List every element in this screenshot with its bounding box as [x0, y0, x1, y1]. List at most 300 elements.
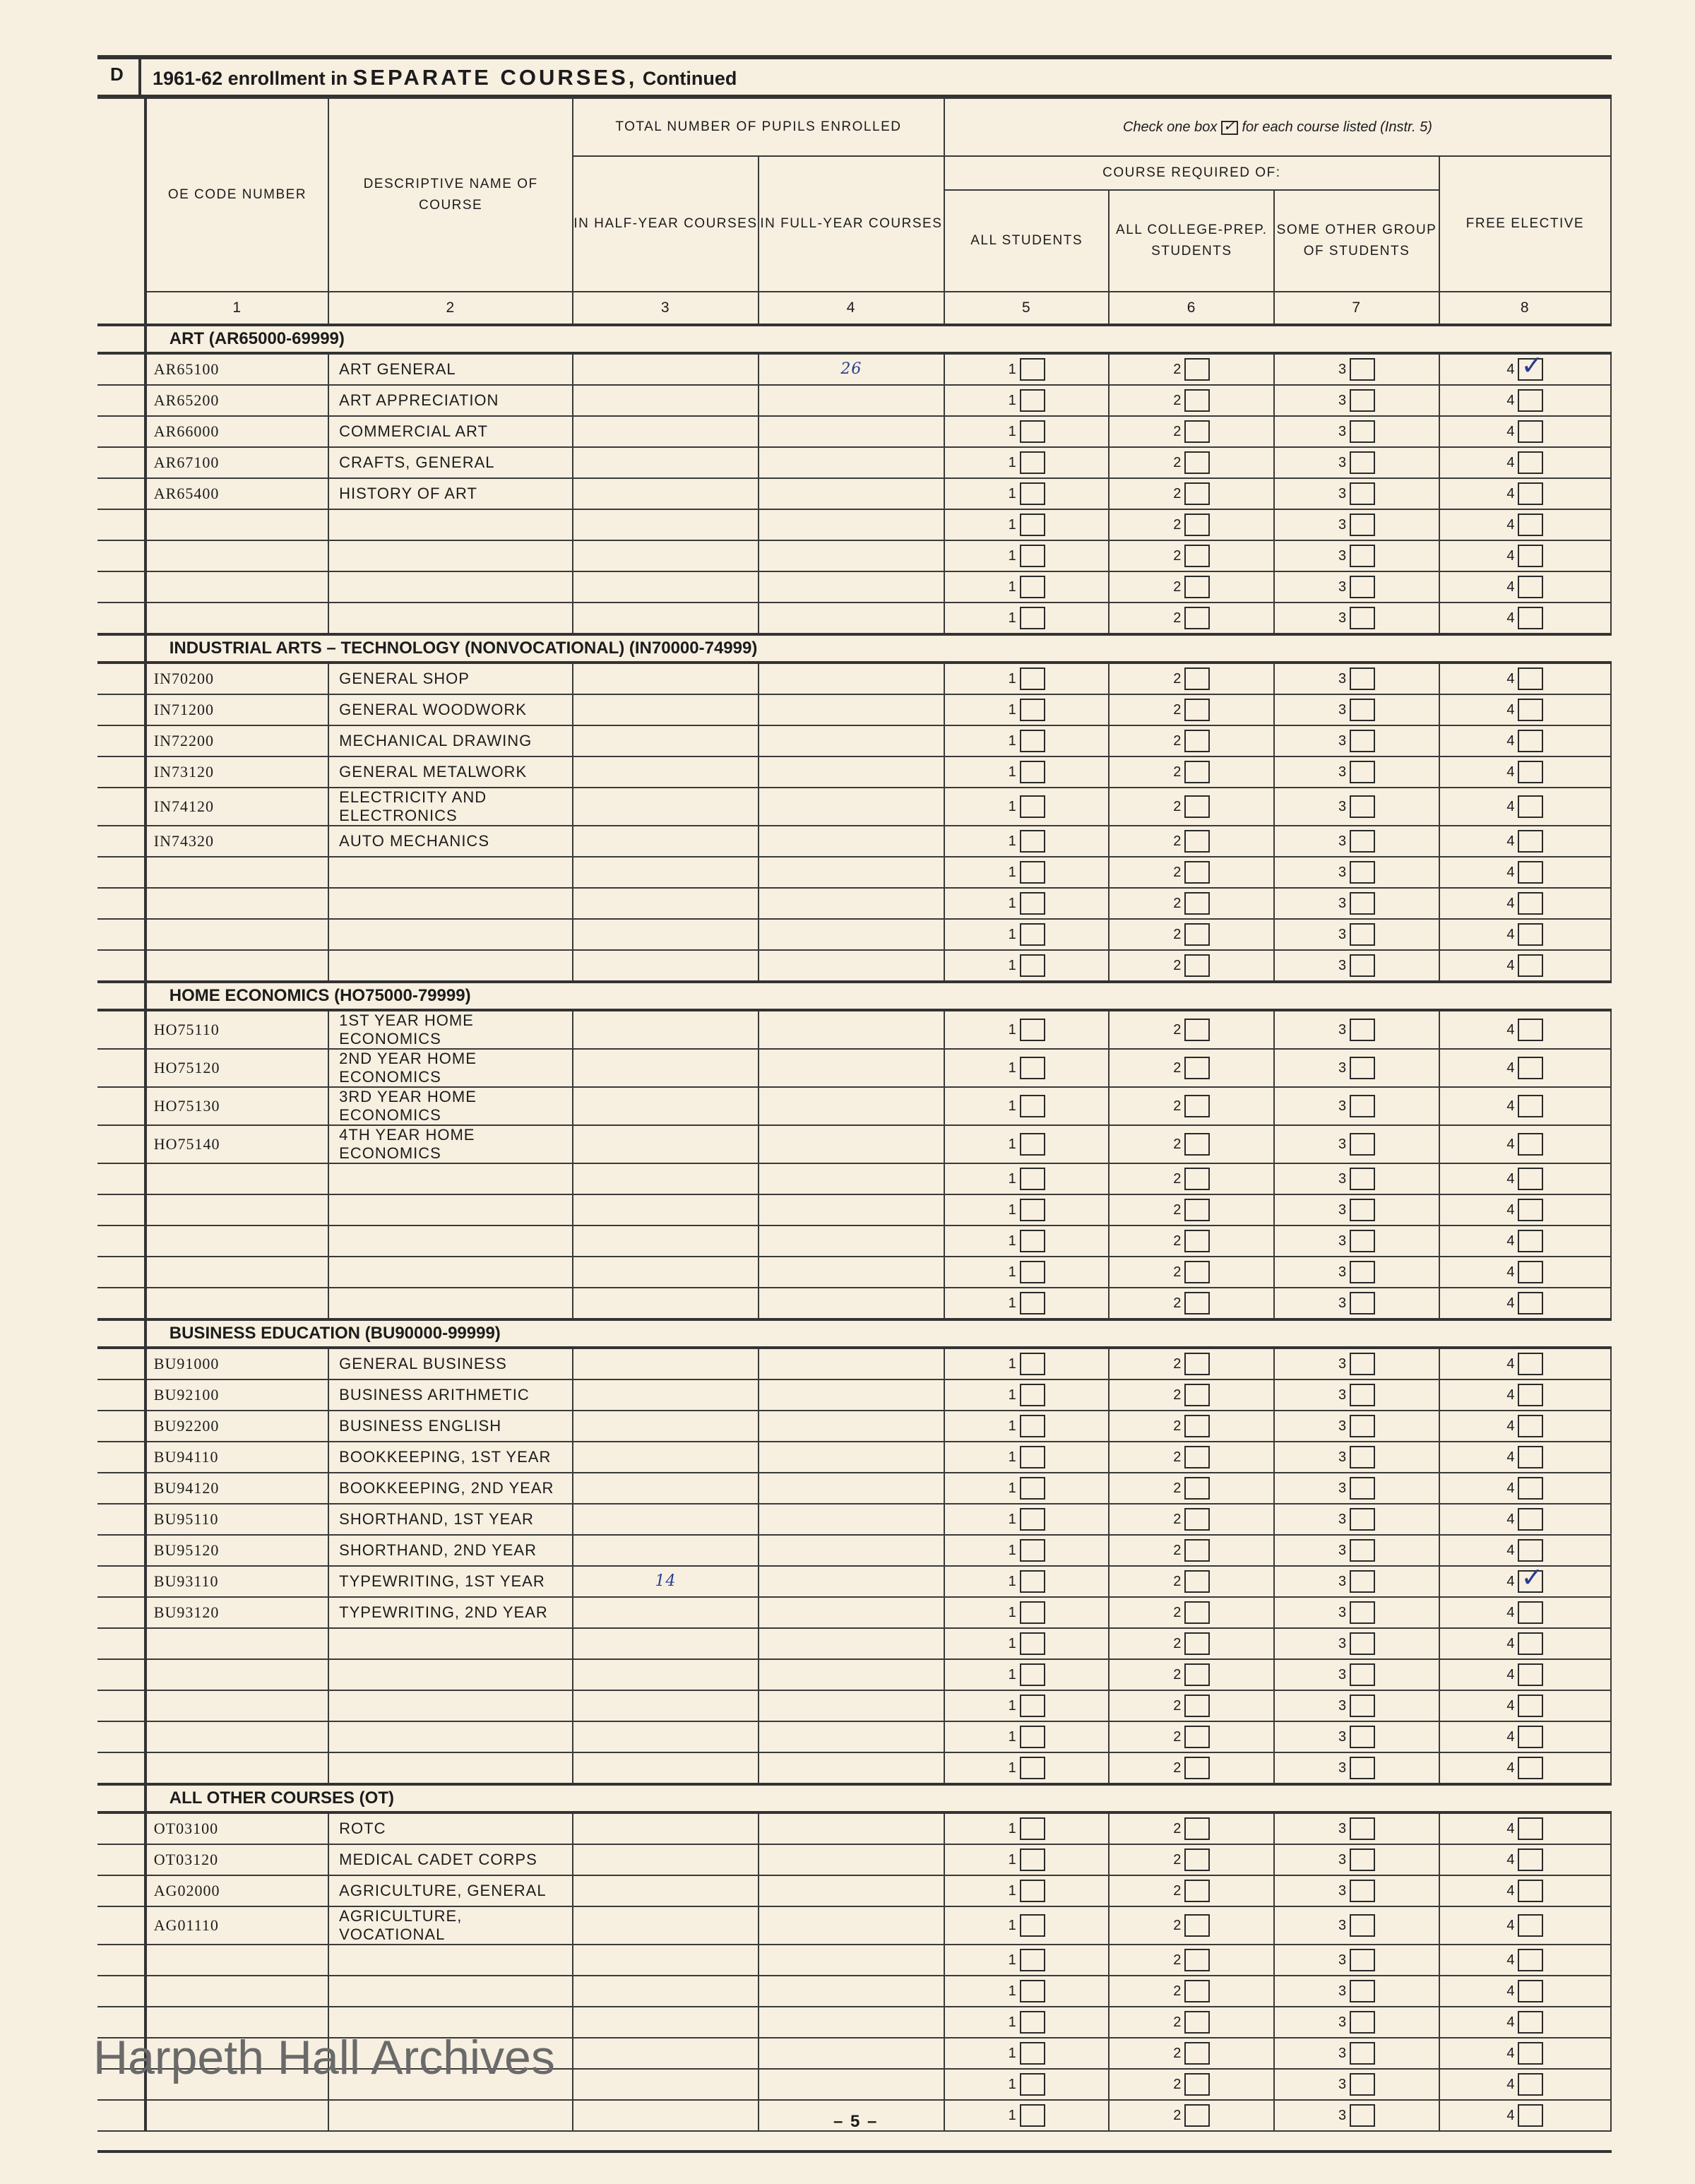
checkbox[interactable]	[1518, 1817, 1543, 1840]
course-name[interactable]	[328, 1225, 573, 1257]
checkbox[interactable]	[1184, 1019, 1210, 1041]
checkbox[interactable]	[1184, 923, 1210, 946]
checkbox[interactable]	[1184, 699, 1210, 721]
half-year-count[interactable]	[573, 1194, 759, 1225]
course-name[interactable]	[328, 1288, 573, 1319]
checkbox[interactable]	[1020, 861, 1045, 884]
half-year-count[interactable]	[573, 1288, 759, 1319]
checkbox[interactable]	[1184, 1353, 1210, 1375]
checkbox[interactable]	[1184, 1384, 1210, 1406]
half-year-count[interactable]	[573, 950, 759, 982]
checkbox[interactable]	[1518, 1477, 1543, 1500]
checkbox[interactable]	[1350, 576, 1375, 598]
checkbox[interactable]	[1184, 420, 1210, 443]
half-year-count[interactable]	[573, 756, 759, 788]
checkbox[interactable]	[1020, 830, 1045, 853]
checkbox[interactable]	[1350, 1168, 1375, 1190]
checkbox[interactable]	[1184, 1817, 1210, 1840]
full-year-count[interactable]	[759, 1288, 944, 1319]
half-year-count[interactable]	[573, 1504, 759, 1535]
checkbox[interactable]	[1350, 1230, 1375, 1252]
checkbox[interactable]	[1020, 1570, 1045, 1593]
checkbox[interactable]	[1184, 1168, 1210, 1190]
checkbox[interactable]	[1350, 1980, 1375, 2002]
checkbox[interactable]	[1518, 1353, 1543, 1375]
checkbox[interactable]	[1518, 1663, 1543, 1686]
full-year-count[interactable]	[759, 826, 944, 857]
checkbox[interactable]	[1518, 482, 1543, 505]
half-year-count[interactable]	[573, 385, 759, 416]
course-name[interactable]	[328, 1163, 573, 1194]
checkbox[interactable]	[1350, 1570, 1375, 1593]
checkbox[interactable]	[1020, 1384, 1045, 1406]
course-code[interactable]	[145, 1752, 328, 1784]
checkbox[interactable]	[1020, 1230, 1045, 1252]
checkbox[interactable]	[1350, 1261, 1375, 1283]
checkbox[interactable]	[1184, 2011, 1210, 2034]
course-code[interactable]	[145, 1163, 328, 1194]
full-year-count[interactable]	[759, 950, 944, 982]
checkbox[interactable]	[1020, 923, 1045, 946]
checkbox[interactable]	[1020, 730, 1045, 752]
full-year-count[interactable]	[759, 2069, 944, 2100]
checkbox[interactable]	[1350, 1914, 1375, 1937]
checkbox[interactable]	[1020, 1261, 1045, 1283]
checkbox[interactable]	[1184, 1292, 1210, 1314]
course-name[interactable]	[328, 540, 573, 571]
checkbox[interactable]	[1184, 1261, 1210, 1283]
half-year-count[interactable]	[573, 1721, 759, 1752]
checkbox[interactable]	[1350, 451, 1375, 474]
checkbox[interactable]	[1350, 923, 1375, 946]
course-name[interactable]	[328, 571, 573, 603]
half-year-count[interactable]	[573, 540, 759, 571]
checkbox[interactable]	[1020, 1817, 1045, 1840]
checkbox[interactable]	[1020, 1133, 1045, 1156]
checkbox[interactable]	[1518, 761, 1543, 783]
course-name[interactable]	[328, 1659, 573, 1690]
half-year-count[interactable]	[573, 919, 759, 950]
course-name[interactable]	[328, 1976, 573, 2007]
checkbox[interactable]	[1020, 1848, 1045, 1871]
checkbox[interactable]	[1518, 2042, 1543, 2065]
checkbox[interactable]	[1184, 1508, 1210, 1531]
checkbox[interactable]	[1350, 2042, 1375, 2065]
half-year-count[interactable]	[573, 1690, 759, 1721]
checkbox[interactable]	[1020, 1695, 1045, 1717]
checkbox[interactable]	[1020, 1415, 1045, 1437]
checkbox[interactable]	[1518, 861, 1543, 884]
checkbox[interactable]	[1518, 420, 1543, 443]
checkbox[interactable]	[1518, 1695, 1543, 1717]
checkbox[interactable]	[1020, 1663, 1045, 1686]
checkbox[interactable]	[1020, 1601, 1045, 1624]
half-year-count[interactable]	[573, 2038, 759, 2069]
checkbox[interactable]	[1350, 1292, 1375, 1314]
checkbox[interactable]	[1350, 514, 1375, 536]
checkbox[interactable]	[1184, 1949, 1210, 1971]
checkbox[interactable]	[1518, 1757, 1543, 1779]
checkbox[interactable]	[1350, 1095, 1375, 1117]
checkbox[interactable]	[1020, 420, 1045, 443]
checked-checkbox[interactable]	[1518, 358, 1543, 381]
course-name[interactable]	[328, 509, 573, 540]
course-code[interactable]	[145, 509, 328, 540]
checkbox[interactable]	[1518, 1261, 1543, 1283]
half-year-count[interactable]	[573, 1442, 759, 1473]
checkbox[interactable]	[1020, 1914, 1045, 1937]
checkbox[interactable]	[1518, 923, 1543, 946]
checkbox[interactable]	[1020, 795, 1045, 818]
checkbox[interactable]	[1020, 1168, 1045, 1190]
checkbox[interactable]	[1184, 761, 1210, 783]
half-year-count[interactable]	[573, 1049, 759, 1087]
checkbox[interactable]	[1020, 1019, 1045, 1041]
full-year-count[interactable]	[759, 857, 944, 888]
half-year-count[interactable]	[573, 1087, 759, 1125]
checkbox[interactable]	[1020, 1726, 1045, 1748]
half-year-count[interactable]	[573, 1628, 759, 1659]
course-name[interactable]	[328, 603, 573, 634]
checkbox[interactable]	[1350, 1446, 1375, 1468]
checkbox[interactable]	[1518, 1415, 1543, 1437]
course-code[interactable]	[145, 950, 328, 982]
checkbox[interactable]	[1184, 1880, 1210, 1902]
checkbox[interactable]	[1350, 482, 1375, 505]
half-year-count[interactable]	[573, 888, 759, 919]
course-name[interactable]	[328, 857, 573, 888]
course-code[interactable]	[145, 603, 328, 634]
course-code[interactable]	[145, 540, 328, 571]
checked-checkbox[interactable]	[1518, 1570, 1543, 1593]
checkbox[interactable]	[1518, 954, 1543, 977]
checkbox[interactable]	[1518, 1230, 1543, 1252]
checkbox[interactable]	[1518, 830, 1543, 853]
checkbox[interactable]	[1350, 358, 1375, 381]
checkbox[interactable]	[1518, 1446, 1543, 1468]
course-name[interactable]	[328, 1690, 573, 1721]
checkbox[interactable]	[1518, 892, 1543, 915]
checkbox[interactable]	[1184, 607, 1210, 629]
checkbox[interactable]	[1020, 1880, 1045, 1902]
checkbox[interactable]	[1184, 1477, 1210, 1500]
checkbox[interactable]	[1020, 545, 1045, 567]
checkbox[interactable]	[1184, 892, 1210, 915]
checkbox[interactable]	[1020, 482, 1045, 505]
full-year-count[interactable]	[759, 1976, 944, 2007]
checkbox[interactable]	[1184, 1601, 1210, 1624]
checkbox[interactable]	[1518, 1880, 1543, 1902]
half-year-count[interactable]	[573, 478, 759, 509]
full-year-count[interactable]	[759, 1844, 944, 1875]
checkbox[interactable]	[1184, 1632, 1210, 1655]
half-year-count[interactable]	[573, 1597, 759, 1628]
half-year-count[interactable]	[573, 416, 759, 447]
course-name[interactable]	[328, 2100, 573, 2131]
half-year-count[interactable]	[573, 1348, 759, 1379]
checkbox[interactable]	[1350, 1663, 1375, 1686]
course-code[interactable]	[145, 1721, 328, 1752]
full-year-count[interactable]	[759, 1752, 944, 1784]
checkbox[interactable]	[1350, 1949, 1375, 1971]
full-year-count[interactable]	[759, 1628, 944, 1659]
course-name[interactable]	[328, 888, 573, 919]
checkbox[interactable]	[1350, 1726, 1375, 1748]
full-year-count[interactable]	[759, 1690, 944, 1721]
full-year-count[interactable]	[759, 1473, 944, 1504]
checkbox[interactable]	[1020, 2042, 1045, 2065]
half-year-count[interactable]	[573, 1976, 759, 2007]
full-year-count[interactable]	[759, 756, 944, 788]
full-year-count[interactable]	[759, 663, 944, 694]
checkbox[interactable]	[1518, 1199, 1543, 1221]
checkbox[interactable]	[1350, 667, 1375, 690]
checkbox[interactable]	[1184, 482, 1210, 505]
full-year-count[interactable]	[759, 2038, 944, 2069]
half-year-count[interactable]	[573, 1225, 759, 1257]
checkbox[interactable]	[1184, 1663, 1210, 1686]
checkbox[interactable]	[1518, 1539, 1543, 1562]
course-code[interactable]	[145, 888, 328, 919]
full-year-count[interactable]	[759, 1812, 944, 1844]
checkbox[interactable]	[1350, 607, 1375, 629]
checkbox[interactable]	[1518, 1508, 1543, 1531]
checkbox[interactable]	[1350, 954, 1375, 977]
checkbox[interactable]	[1518, 2104, 1543, 2127]
checkbox[interactable]	[1184, 1757, 1210, 1779]
half-year-count[interactable]	[573, 571, 759, 603]
full-year-count[interactable]	[759, 1125, 944, 1163]
half-year-count[interactable]	[573, 509, 759, 540]
checkbox[interactable]	[1350, 545, 1375, 567]
half-year-count[interactable]	[573, 1411, 759, 1442]
checkbox[interactable]	[1020, 1757, 1045, 1779]
checkbox[interactable]	[1020, 1980, 1045, 2002]
checkbox[interactable]	[1518, 1019, 1543, 1041]
half-year-count[interactable]	[573, 694, 759, 725]
half-year-count[interactable]	[573, 1945, 759, 1976]
full-year-count[interactable]	[759, 1566, 944, 1597]
half-year-count[interactable]	[573, 663, 759, 694]
checkbox[interactable]	[1020, 1508, 1045, 1531]
checkbox[interactable]	[1350, 1632, 1375, 1655]
checkbox[interactable]	[1184, 514, 1210, 536]
checkbox[interactable]	[1518, 2073, 1543, 2096]
checkbox[interactable]	[1518, 2011, 1543, 2034]
checkbox[interactable]	[1020, 1353, 1045, 1375]
full-year-count[interactable]	[759, 1194, 944, 1225]
half-year-count[interactable]	[573, 725, 759, 756]
checkbox[interactable]	[1350, 795, 1375, 818]
checkbox[interactable]	[1518, 1057, 1543, 1079]
half-year-count[interactable]	[573, 788, 759, 826]
half-year-count[interactable]	[573, 1010, 759, 1049]
checkbox[interactable]	[1020, 576, 1045, 598]
checkbox[interactable]	[1518, 1292, 1543, 1314]
checkbox[interactable]	[1518, 667, 1543, 690]
half-year-count[interactable]	[573, 1659, 759, 1690]
checkbox[interactable]	[1020, 389, 1045, 412]
full-year-count[interactable]	[759, 1906, 944, 1945]
checkbox[interactable]	[1350, 1880, 1375, 1902]
checkbox[interactable]	[1020, 607, 1045, 629]
checkbox[interactable]	[1184, 1726, 1210, 1748]
course-name[interactable]	[328, 1257, 573, 1288]
checkbox[interactable]	[1184, 795, 1210, 818]
course-name[interactable]	[328, 1628, 573, 1659]
checkbox[interactable]	[1020, 1199, 1045, 1221]
course-code[interactable]	[145, 571, 328, 603]
checkbox[interactable]	[1518, 1168, 1543, 1190]
checkbox[interactable]	[1350, 1353, 1375, 1375]
checkbox[interactable]	[1350, 1133, 1375, 1156]
full-year-count[interactable]	[759, 1442, 944, 1473]
checkbox[interactable]	[1184, 1695, 1210, 1717]
checkbox[interactable]	[1350, 420, 1375, 443]
checkbox[interactable]	[1518, 1980, 1543, 2002]
checkbox[interactable]	[1350, 1848, 1375, 1871]
checkbox[interactable]	[1350, 2104, 1375, 2127]
full-year-count[interactable]	[759, 571, 944, 603]
checkbox[interactable]	[1020, 451, 1045, 474]
checkbox[interactable]	[1518, 1095, 1543, 1117]
full-year-count[interactable]	[759, 540, 944, 571]
half-year-count[interactable]	[573, 857, 759, 888]
checkbox[interactable]	[1020, 2011, 1045, 2034]
checkbox[interactable]	[1518, 1384, 1543, 1406]
checkbox[interactable]	[1350, 1199, 1375, 1221]
checkbox[interactable]	[1350, 1817, 1375, 1840]
checkbox[interactable]	[1350, 389, 1375, 412]
checkbox[interactable]	[1350, 892, 1375, 915]
course-name[interactable]	[328, 1752, 573, 1784]
checkbox[interactable]	[1518, 730, 1543, 752]
course-code[interactable]	[145, 2100, 328, 2131]
checkbox[interactable]	[1020, 892, 1045, 915]
half-year-count[interactable]	[573, 603, 759, 634]
checkbox[interactable]	[1350, 1415, 1375, 1437]
course-code[interactable]	[145, 1945, 328, 1976]
full-year-count[interactable]	[759, 725, 944, 756]
course-name[interactable]	[328, 1721, 573, 1752]
checkbox[interactable]	[1020, 761, 1045, 783]
course-code[interactable]	[145, 1659, 328, 1690]
half-year-count[interactable]	[573, 2069, 759, 2100]
checkbox[interactable]	[1184, 830, 1210, 853]
checkbox[interactable]	[1184, 1980, 1210, 2002]
checkbox[interactable]	[1518, 1726, 1543, 1748]
half-year-count[interactable]	[573, 1163, 759, 1194]
checkbox[interactable]	[1518, 1133, 1543, 1156]
course-name[interactable]	[328, 950, 573, 982]
full-year-count[interactable]	[759, 919, 944, 950]
full-year-count[interactable]	[759, 1504, 944, 1535]
checkbox[interactable]	[1350, 1757, 1375, 1779]
full-year-count[interactable]	[759, 694, 944, 725]
checkbox[interactable]	[1184, 2042, 1210, 2065]
full-year-count[interactable]	[759, 385, 944, 416]
full-year-count[interactable]	[759, 1721, 944, 1752]
checkbox[interactable]	[1184, 1914, 1210, 1937]
checkbox[interactable]	[1020, 699, 1045, 721]
checkbox[interactable]	[1350, 1508, 1375, 1531]
checkbox[interactable]	[1184, 1415, 1210, 1437]
full-year-count[interactable]	[759, 1348, 944, 1379]
checkbox[interactable]	[1020, 1632, 1045, 1655]
checkbox[interactable]	[1184, 2104, 1210, 2127]
full-year-count[interactable]	[759, 2007, 944, 2038]
checkbox[interactable]	[1184, 451, 1210, 474]
full-year-count[interactable]	[759, 1535, 944, 1566]
checkbox[interactable]	[1184, 1539, 1210, 1562]
checkbox[interactable]	[1350, 2073, 1375, 2096]
course-code[interactable]	[145, 1976, 328, 2007]
checkbox[interactable]	[1184, 358, 1210, 381]
full-year-count[interactable]	[759, 478, 944, 509]
checkbox[interactable]	[1020, 1477, 1045, 1500]
half-year-count[interactable]	[573, 1125, 759, 1163]
checkbox[interactable]	[1518, 1949, 1543, 1971]
checkbox[interactable]	[1184, 1199, 1210, 1221]
checkbox[interactable]	[1518, 451, 1543, 474]
checkbox[interactable]	[1184, 1057, 1210, 1079]
checkbox[interactable]	[1350, 1539, 1375, 1562]
half-year-count[interactable]	[573, 1257, 759, 1288]
half-year-count[interactable]	[573, 1906, 759, 1945]
checkbox[interactable]	[1350, 1601, 1375, 1624]
checkbox[interactable]	[1518, 514, 1543, 536]
full-year-count[interactable]	[759, 416, 944, 447]
checkbox[interactable]	[1020, 514, 1045, 536]
full-year-count[interactable]	[759, 1875, 944, 1906]
checkbox[interactable]	[1350, 1384, 1375, 1406]
checkbox[interactable]	[1350, 761, 1375, 783]
checkbox[interactable]	[1184, 576, 1210, 598]
full-year-count[interactable]	[759, 1163, 944, 1194]
checkbox[interactable]	[1518, 1632, 1543, 1655]
checkbox[interactable]	[1518, 1914, 1543, 1937]
course-name[interactable]	[328, 1945, 573, 1976]
course-code[interactable]	[145, 1225, 328, 1257]
course-code[interactable]	[145, 1690, 328, 1721]
full-year-count[interactable]	[759, 1257, 944, 1288]
half-year-count[interactable]	[573, 1752, 759, 1784]
checkbox[interactable]	[1184, 730, 1210, 752]
checkbox[interactable]	[1184, 389, 1210, 412]
full-year-count[interactable]	[759, 888, 944, 919]
checkbox[interactable]	[1184, 1095, 1210, 1117]
checkbox[interactable]	[1518, 389, 1543, 412]
checkbox[interactable]	[1020, 2073, 1045, 2096]
checkbox[interactable]	[1518, 699, 1543, 721]
checkbox[interactable]	[1350, 1477, 1375, 1500]
course-code[interactable]	[145, 1288, 328, 1319]
half-year-count[interactable]	[573, 826, 759, 857]
checkbox[interactable]	[1184, 1848, 1210, 1871]
checkbox[interactable]	[1020, 2104, 1045, 2127]
checkbox[interactable]	[1350, 730, 1375, 752]
checkbox[interactable]	[1184, 667, 1210, 690]
half-year-count[interactable]	[573, 1379, 759, 1411]
full-year-count[interactable]	[759, 1659, 944, 1690]
half-year-count[interactable]	[573, 1875, 759, 1906]
checkbox[interactable]	[1350, 1019, 1375, 1041]
full-year-count[interactable]	[759, 1597, 944, 1628]
course-code[interactable]	[145, 1628, 328, 1659]
full-year-count[interactable]	[759, 1225, 944, 1257]
half-year-count[interactable]: 14	[573, 1566, 759, 1597]
course-code[interactable]	[145, 1194, 328, 1225]
